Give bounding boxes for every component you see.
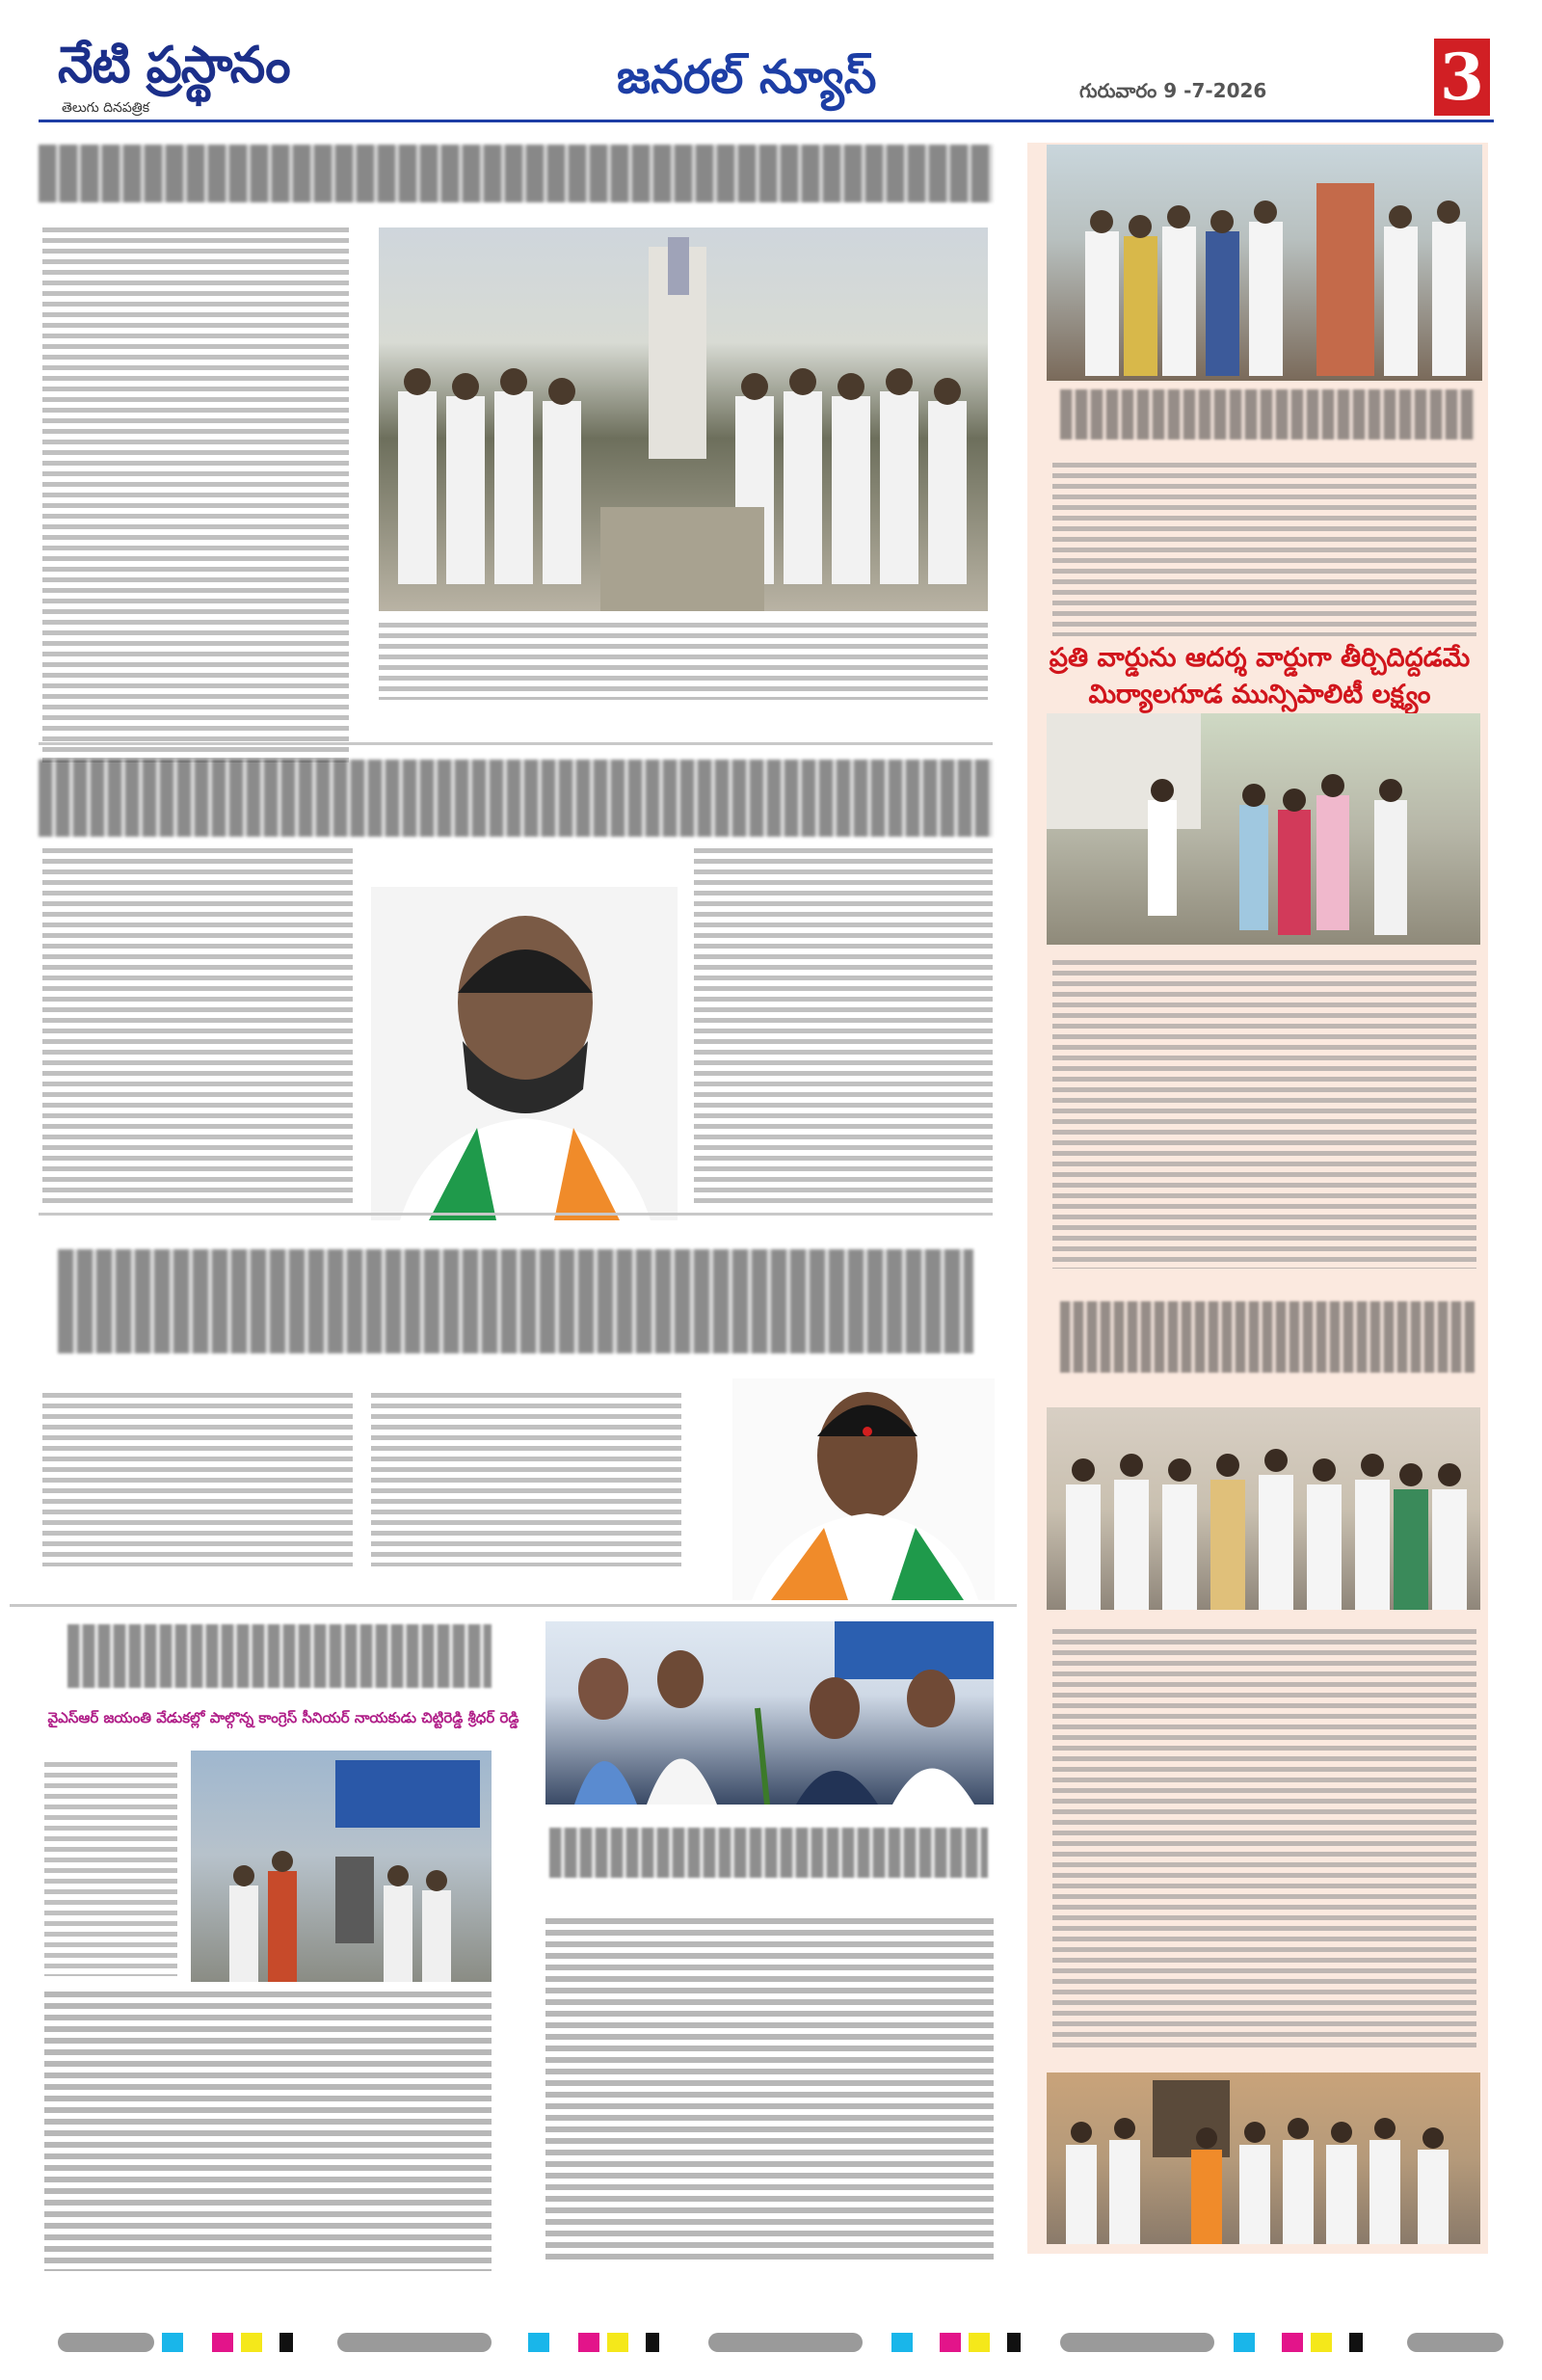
gray-bar [1060,2333,1214,2352]
article-3-text-col-1 [42,1393,353,1566]
article-3-headline [58,1249,973,1353]
magenta-swatch [940,2333,961,2352]
divider [39,742,993,745]
issue-date: గురువారం 9 -7-2026 [1079,79,1267,102]
sidebar-photo-4 [1047,2072,1480,2244]
yellow-swatch [969,2333,990,2352]
article-1-text-2 [379,623,988,700]
group-photo-illustration [1047,1407,1480,1610]
article-2-text-left [42,848,353,1205]
article-1-headline [39,145,993,202]
article-4-photo [191,1751,492,1982]
magenta-swatch [1282,2333,1303,2352]
sidebar-article-1-headline [1060,389,1475,440]
group-photo-illustration [545,1621,994,1805]
portrait-illustration [371,887,678,1220]
magenta-swatch [578,2333,599,2352]
portrait-illustration [732,1378,995,1600]
group-photo-illustration [379,227,988,611]
group-photo-illustration [1047,145,1482,381]
group-photo-illustration [191,1751,492,1982]
masthead-tagline: తెలుగు దినపత్రిక [62,100,150,116]
cyan-swatch [528,2333,549,2352]
article-5-photo [545,1621,994,1805]
article-4-text-left [44,1762,177,1976]
black-swatch [646,2333,659,2352]
black-swatch [279,2333,293,2352]
black-swatch [1349,2333,1363,2352]
sidebar-photo-2 [1047,713,1480,945]
sidebar-red-headline-line-2: మిర్యాలగూడ మున్సిపాలిటీ లక్ష్యం [1088,680,1431,709]
gray-bar [58,2333,154,2352]
article-5-headline [549,1828,988,1878]
yellow-swatch [607,2333,628,2352]
gray-bar [337,2333,492,2352]
gray-bar [708,2333,863,2352]
header-rule [39,120,1494,122]
page-number: 3 [1434,39,1490,116]
article-3-portrait [732,1378,995,1600]
article-4-magenta-caption: వైఎస్ఆర్ జయంతి వేడుకల్లో పాల్గొన్న కాంగ్రెస్ సీనియర్ నాయకుడు చిట్టిరెడ్డి శ్రీధర్ రెడ్డి [47,1709,519,1726]
group-photo-illustration [1047,2072,1480,2244]
sidebar-article-1-text [1052,463,1476,636]
article-1-photo [379,227,988,611]
cyan-swatch [1234,2333,1255,2352]
print-color-strip [0,2333,1542,2354]
yellow-swatch [1311,2333,1332,2352]
group-photo-illustration [1047,713,1480,945]
section-title: జనరల్ న్యూస్ [617,50,877,104]
cyan-swatch [162,2333,183,2352]
article-3-text-col-2 [371,1393,681,1566]
gray-bar [1407,2333,1503,2352]
sidebar-red-headline-line-1: ప్రతి వార్డును ఆదర్శ వార్డుగా తీర్చిదిద్దడమే [1049,643,1471,673]
black-swatch [1007,2333,1021,2352]
magenta-swatch [212,2333,233,2352]
yellow-swatch [241,2333,262,2352]
article-4-headline [67,1624,492,1688]
divider [39,1213,993,1216]
sidebar-article-3-text [1052,1629,1476,2053]
sidebar-article-3-headline [1060,1301,1475,1373]
article-2-portrait [371,887,678,1220]
sidebar-photo-1 [1047,145,1482,381]
article-4-text-bottom [44,1992,492,2271]
divider [10,1604,1017,1607]
article-1-text [42,227,349,767]
sidebar-photo-3 [1047,1407,1480,1610]
article-5-text [545,1918,994,2265]
cyan-swatch [891,2333,913,2352]
masthead: నేటి ప్రస్థానం [58,37,290,94]
sidebar-article-2-text [1052,960,1476,1269]
article-2-headline [39,760,993,837]
article-2-text-right [694,848,993,1205]
